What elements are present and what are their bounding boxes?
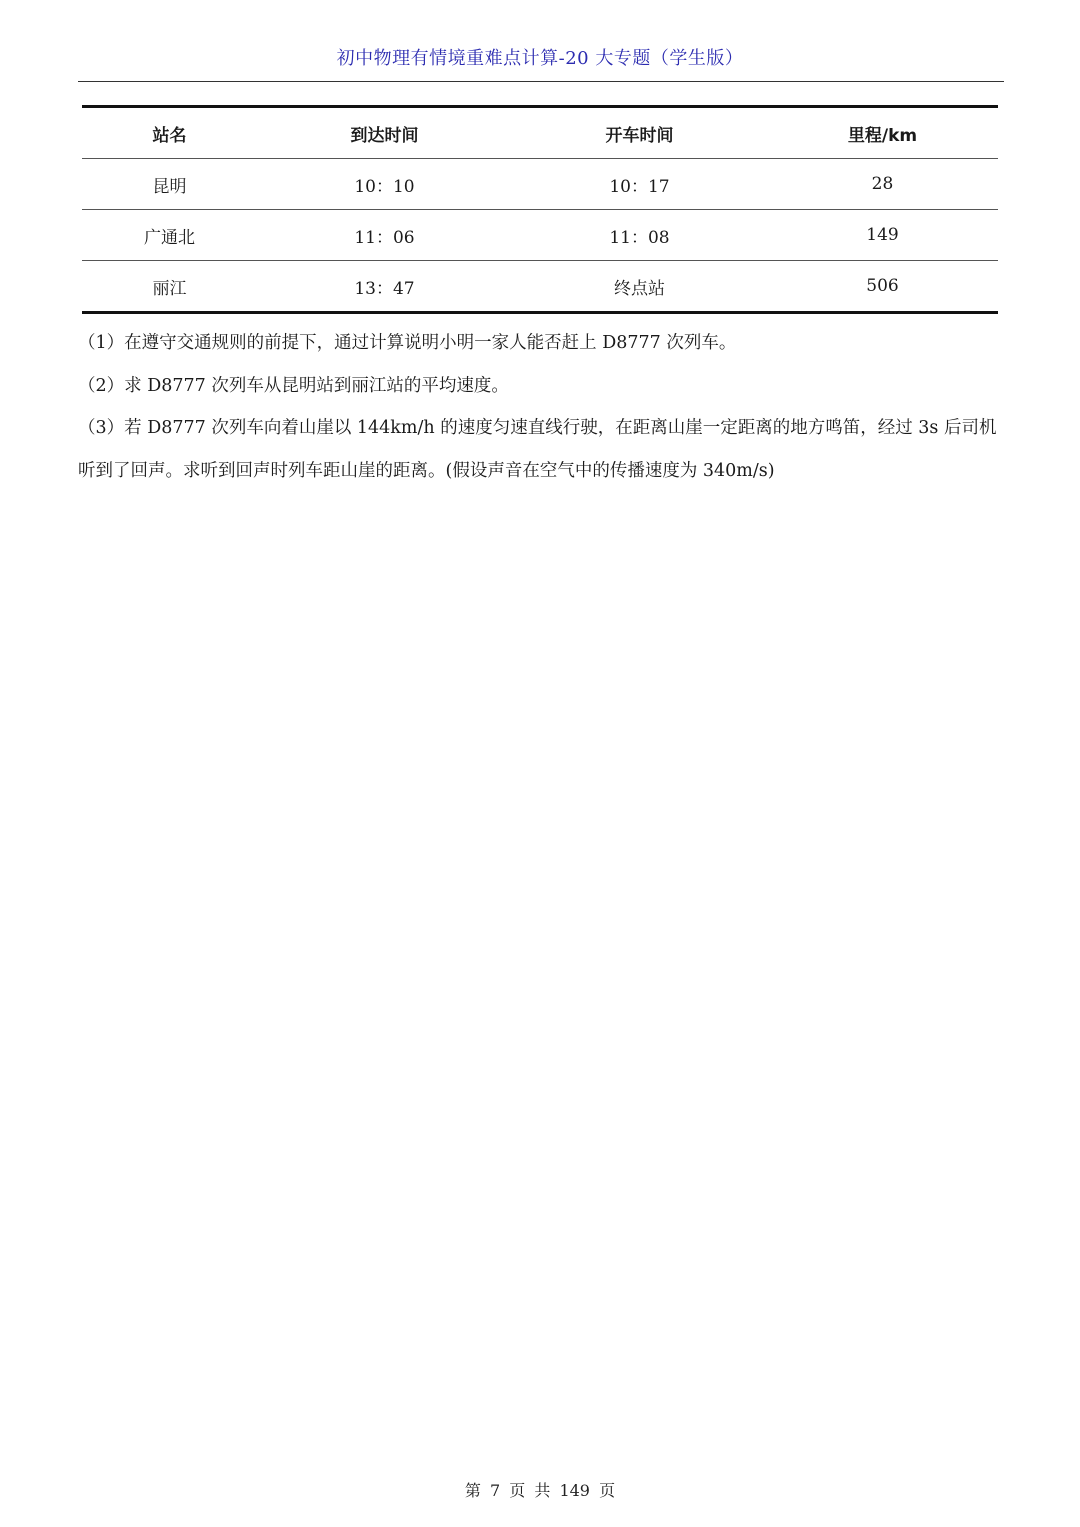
cell-departure: 11：08 [609, 227, 670, 248]
header-divider [78, 81, 1004, 82]
page-number: 第 7 页 共 149 页 [464, 1481, 616, 1500]
cell-distance: 506 [866, 276, 899, 296]
column-header-departure: 开车时间 [605, 125, 674, 146]
column-header-station: 站名 [152, 125, 187, 146]
column-header-arrival: 到达时间 [350, 125, 419, 146]
page-header-title: 初中物理有情境重难点计算-20 大专题（学生版） [336, 48, 744, 69]
table-row [82, 210, 998, 261]
table-row [82, 261, 998, 313]
column-header-distance: 里程/km [847, 125, 918, 146]
question-2: （2）求 D8777 次列车从昆明站到丽江站的平均速度。 [78, 375, 509, 396]
cell-departure: 10：17 [609, 176, 670, 197]
cell-arrival: 11：06 [354, 227, 415, 248]
question-3: （3）若 D8777 次列车向着山崖以 144km/h 的速度匀速直线行驶，在距离山崖一定距离的地方鸣笛，经过 3s 后司机听到了回声。求听到回声时列车距山崖的距离。(假设声音在空气中的传播速度为 340m/s) [78, 418, 997, 481]
question-list [78, 322, 998, 492]
cell-distance: 28 [871, 174, 894, 194]
cell-arrival: 10：10 [354, 176, 415, 197]
table-row [82, 159, 998, 210]
cell-station: 广通北 [144, 227, 195, 248]
cell-station: 丽江 [152, 278, 187, 299]
cell-distance: 149 [866, 225, 899, 245]
cell-arrival: 13：47 [354, 278, 415, 299]
train-timetable [82, 105, 998, 314]
question-1: （1）在遵守交通规则的前提下，通过计算说明小明一家人能否赶上 D8777 次列车。 [78, 333, 737, 353]
table-header-row [82, 107, 998, 159]
cell-departure: 终点站 [614, 278, 665, 299]
cell-station: 昆明 [152, 176, 187, 197]
